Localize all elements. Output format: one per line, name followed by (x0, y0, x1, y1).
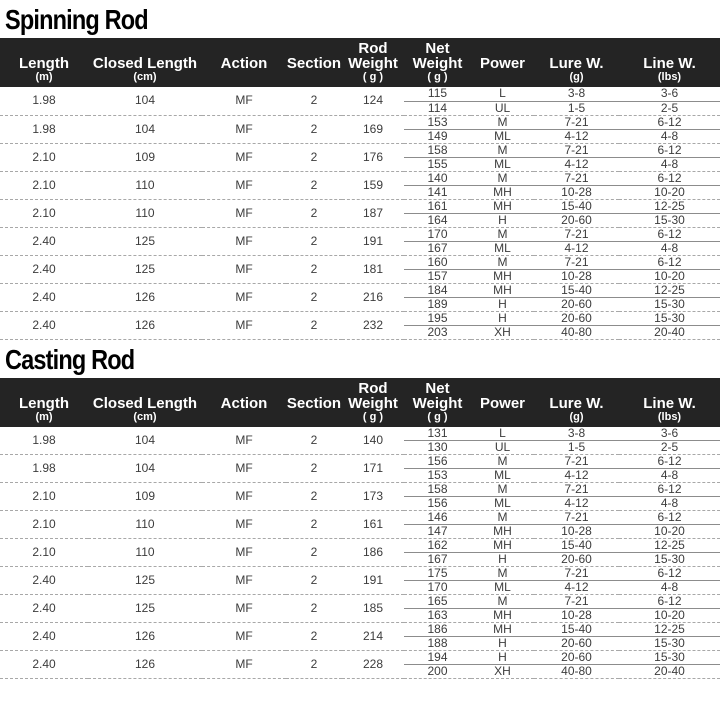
column-header-lure-w: Lure W. (g) (534, 38, 619, 87)
column-header-lure-w: Lure W. (g) (534, 378, 619, 427)
casting-rod-section (0, 340, 720, 680)
cell-power: MH (471, 269, 534, 283)
cell-power: MH (471, 623, 534, 637)
cell-rod-weight: 173 (342, 483, 404, 511)
cell-line-w: 2-5 (619, 441, 720, 455)
cell-net-weight: 157 (404, 269, 471, 283)
cell-net-weight: 160 (404, 255, 471, 269)
cell-lure-w: 1-5 (534, 101, 619, 115)
cell-length: 1.98 (0, 455, 88, 483)
cell-net-weight: 189 (404, 297, 471, 311)
cell-section: 2 (286, 511, 342, 539)
cell-lure-w: 10-28 (534, 609, 619, 623)
cell-line-w: 6-12 (619, 595, 720, 609)
cell-length: 2.40 (0, 227, 88, 255)
cell-rod-weight: 176 (342, 143, 404, 171)
cell-net-weight: 153 (404, 469, 471, 483)
cell-lure-w: 7-21 (534, 143, 619, 157)
cell-action: MF (202, 283, 286, 311)
cell-rod-weight: 124 (342, 87, 404, 115)
cell-line-w: 4-8 (619, 157, 720, 171)
cell-line-w: 6-12 (619, 143, 720, 157)
cell-net-weight: 167 (404, 553, 471, 567)
cell-net-weight: 167 (404, 241, 471, 255)
cell-power: M (471, 567, 534, 581)
cell-action: MF (202, 455, 286, 483)
cell-rod-weight: 191 (342, 567, 404, 595)
cell-line-w: 4-8 (619, 129, 720, 143)
cell-action: MF (202, 539, 286, 567)
cell-action: MF (202, 143, 286, 171)
cell-net-weight: 155 (404, 157, 471, 171)
cell-closed-length: 110 (88, 199, 202, 227)
cell-line-w: 10-20 (619, 185, 720, 199)
table-row (0, 539, 720, 553)
cell-lure-w: 4-12 (534, 581, 619, 595)
cell-net-weight: 153 (404, 115, 471, 129)
cell-net-weight: 156 (404, 455, 471, 469)
cell-net-weight: 115 (404, 87, 471, 101)
cell-length: 2.40 (0, 567, 88, 595)
cell-length: 2.10 (0, 483, 88, 511)
column-header-length: Length (m) (0, 378, 88, 427)
cell-lure-w: 20-60 (534, 297, 619, 311)
cell-line-w: 6-12 (619, 255, 720, 269)
cell-action: MF (202, 595, 286, 623)
cell-net-weight: 195 (404, 311, 471, 325)
cell-lure-w: 7-21 (534, 483, 619, 497)
cell-line-w: 6-12 (619, 483, 720, 497)
cell-closed-length: 104 (88, 87, 202, 115)
cell-power: UL (471, 441, 534, 455)
cell-lure-w: 4-12 (534, 157, 619, 171)
cell-line-w: 10-20 (619, 525, 720, 539)
cell-rod-weight: 228 (342, 651, 404, 679)
spinning-rod-section (0, 0, 720, 340)
cell-lure-w: 20-60 (534, 651, 619, 665)
cell-section: 2 (286, 171, 342, 199)
cell-line-w: 6-12 (619, 511, 720, 525)
cell-lure-w: 10-28 (534, 525, 619, 539)
cell-lure-w: 20-60 (534, 311, 619, 325)
cell-line-w: 12-25 (619, 539, 720, 553)
cell-closed-length: 125 (88, 255, 202, 283)
cell-lure-w: 7-21 (534, 567, 619, 581)
table-row (0, 651, 720, 665)
cell-closed-length: 110 (88, 539, 202, 567)
cell-net-weight: 131 (404, 427, 471, 441)
cell-lure-w: 3-8 (534, 87, 619, 101)
cell-power: H (471, 297, 534, 311)
cell-section: 2 (286, 651, 342, 679)
table-row (0, 227, 720, 241)
cell-closed-length: 126 (88, 311, 202, 339)
cell-line-w: 10-20 (619, 609, 720, 623)
column-header-closed-length: Closed Length (cm) (88, 378, 202, 427)
cell-length: 2.40 (0, 255, 88, 283)
cell-length: 2.40 (0, 595, 88, 623)
table-row (0, 427, 720, 441)
cell-power: M (471, 115, 534, 129)
column-header-line-w: Line W. (lbs) (619, 38, 720, 87)
cell-rod-weight: 161 (342, 511, 404, 539)
table-row (0, 255, 720, 269)
cell-length: 2.40 (0, 283, 88, 311)
cell-length: 2.10 (0, 171, 88, 199)
cell-lure-w: 15-40 (534, 539, 619, 553)
cell-line-w: 15-30 (619, 311, 720, 325)
cell-power: MH (471, 525, 534, 539)
cell-rod-weight: 140 (342, 427, 404, 455)
cell-lure-w: 4-12 (534, 129, 619, 143)
cell-lure-w: 20-60 (534, 637, 619, 651)
cell-action: MF (202, 511, 286, 539)
cell-net-weight: 164 (404, 213, 471, 227)
cell-section: 2 (286, 567, 342, 595)
cell-action: MF (202, 623, 286, 651)
cell-power: UL (471, 101, 534, 115)
cell-closed-length: 109 (88, 143, 202, 171)
cell-lure-w: 15-40 (534, 623, 619, 637)
cell-power: M (471, 595, 534, 609)
cell-section: 2 (286, 311, 342, 339)
casting-rod-title: Casting Rod (5, 343, 135, 375)
cell-lure-w: 40-80 (534, 325, 619, 339)
cell-net-weight: 184 (404, 283, 471, 297)
cell-line-w: 2-5 (619, 101, 720, 115)
cell-action: MF (202, 115, 286, 143)
column-header-power: Power (471, 38, 534, 87)
cell-lure-w: 7-21 (534, 455, 619, 469)
cell-rod-weight: 159 (342, 171, 404, 199)
cell-net-weight: 200 (404, 665, 471, 679)
cell-power: MH (471, 609, 534, 623)
table-row (0, 115, 720, 129)
cell-power: L (471, 87, 534, 101)
cell-net-weight: 175 (404, 567, 471, 581)
cell-power: ML (471, 129, 534, 143)
cell-length: 2.10 (0, 199, 88, 227)
cell-action: MF (202, 567, 286, 595)
cell-power: H (471, 637, 534, 651)
cell-power: MH (471, 539, 534, 553)
cell-closed-length: 104 (88, 427, 202, 455)
cell-action: MF (202, 171, 286, 199)
cell-rod-weight: 186 (342, 539, 404, 567)
cell-section: 2 (286, 199, 342, 227)
cell-action: MF (202, 199, 286, 227)
table-row (0, 623, 720, 637)
column-header-line-w: Line W. (lbs) (619, 378, 720, 427)
table-row (0, 171, 720, 185)
cell-lure-w: 7-21 (534, 227, 619, 241)
cell-closed-length: 104 (88, 455, 202, 483)
cell-section: 2 (286, 483, 342, 511)
cell-net-weight: 130 (404, 441, 471, 455)
cell-action: MF (202, 483, 286, 511)
table-row (0, 567, 720, 581)
table-row (0, 87, 720, 101)
cell-line-w: 12-25 (619, 623, 720, 637)
cell-power: ML (471, 469, 534, 483)
header-row (0, 378, 720, 427)
cell-lure-w: 4-12 (534, 497, 619, 511)
cell-rod-weight: 214 (342, 623, 404, 651)
cell-line-w: 4-8 (619, 581, 720, 595)
cell-lure-w: 7-21 (534, 171, 619, 185)
table-row (0, 311, 720, 325)
table-row (0, 483, 720, 497)
cell-line-w: 4-8 (619, 469, 720, 483)
cell-power: M (471, 255, 534, 269)
cell-lure-w: 15-40 (534, 199, 619, 213)
spinning-rod-table (0, 38, 720, 340)
column-header-rod-weight: Rod Weight ( g ) (342, 38, 404, 87)
cell-net-weight: 186 (404, 623, 471, 637)
cell-length: 2.10 (0, 539, 88, 567)
cell-power: M (471, 143, 534, 157)
cell-line-w: 6-12 (619, 171, 720, 185)
cell-net-weight: 188 (404, 637, 471, 651)
cell-closed-length: 126 (88, 623, 202, 651)
cell-power: L (471, 427, 534, 441)
cell-power: M (471, 227, 534, 241)
cell-rod-weight: 232 (342, 311, 404, 339)
cell-closed-length: 126 (88, 651, 202, 679)
cell-lure-w: 7-21 (534, 511, 619, 525)
column-header-rod-weight: Rod Weight ( g ) (342, 378, 404, 427)
cell-line-w: 4-8 (619, 497, 720, 511)
cell-net-weight: 158 (404, 143, 471, 157)
cell-action: MF (202, 87, 286, 115)
cell-rod-weight: 191 (342, 227, 404, 255)
cell-line-w: 4-8 (619, 241, 720, 255)
column-header-closed-length: Closed Length (cm) (88, 38, 202, 87)
column-header-net-weight: Net Weight ( g ) (404, 38, 471, 87)
cell-power: MH (471, 185, 534, 199)
cell-power: M (471, 171, 534, 185)
cell-lure-w: 10-28 (534, 185, 619, 199)
cell-section: 2 (286, 227, 342, 255)
cell-net-weight: 170 (404, 227, 471, 241)
cell-closed-length: 109 (88, 483, 202, 511)
cell-line-w: 15-30 (619, 637, 720, 651)
cell-power: H (471, 311, 534, 325)
cell-lure-w: 7-21 (534, 255, 619, 269)
cell-line-w: 20-40 (619, 665, 720, 679)
table-row (0, 143, 720, 157)
table-row (0, 455, 720, 469)
cell-net-weight: 163 (404, 609, 471, 623)
cell-net-weight: 149 (404, 129, 471, 143)
cell-rod-weight: 185 (342, 595, 404, 623)
column-header-action: Action (202, 378, 286, 427)
cell-line-w: 12-25 (619, 199, 720, 213)
cell-closed-length: 125 (88, 567, 202, 595)
cell-section: 2 (286, 255, 342, 283)
cell-length: 2.40 (0, 651, 88, 679)
cell-action: MF (202, 255, 286, 283)
cell-section: 2 (286, 143, 342, 171)
cell-power: H (471, 213, 534, 227)
cell-power: MH (471, 199, 534, 213)
cell-length: 1.98 (0, 427, 88, 455)
cell-length: 2.10 (0, 511, 88, 539)
table-row (0, 283, 720, 297)
cell-power: M (471, 455, 534, 469)
casting-rod-table (0, 378, 720, 680)
cell-lure-w: 10-28 (534, 269, 619, 283)
header-row (0, 38, 720, 87)
cell-power: M (471, 511, 534, 525)
cell-lure-w: 7-21 (534, 595, 619, 609)
column-header-power: Power (471, 378, 534, 427)
cell-closed-length: 125 (88, 595, 202, 623)
cell-closed-length: 126 (88, 283, 202, 311)
cell-net-weight: 158 (404, 483, 471, 497)
cell-power: ML (471, 241, 534, 255)
table-row (0, 595, 720, 609)
cell-line-w: 6-12 (619, 115, 720, 129)
cell-closed-length: 110 (88, 171, 202, 199)
column-header-section: Section (286, 38, 342, 87)
cell-action: MF (202, 427, 286, 455)
column-header-net-weight: Net Weight ( g ) (404, 378, 471, 427)
cell-length: 2.40 (0, 311, 88, 339)
cell-net-weight: 203 (404, 325, 471, 339)
cell-power: MH (471, 283, 534, 297)
cell-rod-weight: 171 (342, 455, 404, 483)
cell-length: 1.98 (0, 87, 88, 115)
cell-power: ML (471, 581, 534, 595)
cell-net-weight: 165 (404, 595, 471, 609)
cell-net-weight: 170 (404, 581, 471, 595)
cell-closed-length: 104 (88, 115, 202, 143)
cell-section: 2 (286, 87, 342, 115)
cell-net-weight: 161 (404, 199, 471, 213)
cell-power: M (471, 483, 534, 497)
cell-line-w: 6-12 (619, 455, 720, 469)
cell-section: 2 (286, 115, 342, 143)
cell-action: MF (202, 311, 286, 339)
cell-power: ML (471, 157, 534, 171)
cell-section: 2 (286, 427, 342, 455)
cell-line-w: 3-6 (619, 87, 720, 101)
cell-rod-weight: 169 (342, 115, 404, 143)
cell-net-weight: 147 (404, 525, 471, 539)
cell-length: 1.98 (0, 115, 88, 143)
cell-section: 2 (286, 455, 342, 483)
cell-power: H (471, 651, 534, 665)
cell-net-weight: 162 (404, 539, 471, 553)
cell-net-weight: 194 (404, 651, 471, 665)
cell-line-w: 3-6 (619, 427, 720, 441)
cell-rod-weight: 181 (342, 255, 404, 283)
column-header-action: Action (202, 38, 286, 87)
cell-lure-w: 7-21 (534, 115, 619, 129)
cell-rod-weight: 187 (342, 199, 404, 227)
table-row (0, 511, 720, 525)
cell-line-w: 6-12 (619, 227, 720, 241)
cell-line-w: 12-25 (619, 283, 720, 297)
cell-power: XH (471, 325, 534, 339)
cell-line-w: 15-30 (619, 651, 720, 665)
cell-power: H (471, 553, 534, 567)
cell-lure-w: 40-80 (534, 665, 619, 679)
cell-section: 2 (286, 539, 342, 567)
cell-line-w: 20-40 (619, 325, 720, 339)
cell-rod-weight: 216 (342, 283, 404, 311)
cell-net-weight: 141 (404, 185, 471, 199)
cell-section: 2 (286, 283, 342, 311)
cell-net-weight: 114 (404, 101, 471, 115)
cell-net-weight: 146 (404, 511, 471, 525)
spinning-rod-title: Spinning Rod (5, 4, 148, 35)
cell-power: ML (471, 497, 534, 511)
cell-line-w: 15-30 (619, 213, 720, 227)
cell-action: MF (202, 227, 286, 255)
cell-lure-w: 3-8 (534, 427, 619, 441)
cell-closed-length: 110 (88, 511, 202, 539)
cell-length: 2.10 (0, 143, 88, 171)
cell-net-weight: 156 (404, 497, 471, 511)
cell-length: 2.40 (0, 623, 88, 651)
cell-line-w: 15-30 (619, 297, 720, 311)
cell-line-w: 6-12 (619, 567, 720, 581)
table-row (0, 199, 720, 213)
column-header-section: Section (286, 378, 342, 427)
cell-lure-w: 20-60 (534, 553, 619, 567)
cell-action: MF (202, 651, 286, 679)
cell-line-w: 15-30 (619, 553, 720, 567)
cell-lure-w: 4-12 (534, 241, 619, 255)
cell-section: 2 (286, 623, 342, 651)
cell-lure-w: 20-60 (534, 213, 619, 227)
cell-lure-w: 4-12 (534, 469, 619, 483)
cell-lure-w: 15-40 (534, 283, 619, 297)
cell-line-w: 10-20 (619, 269, 720, 283)
cell-section: 2 (286, 595, 342, 623)
cell-closed-length: 125 (88, 227, 202, 255)
cell-lure-w: 1-5 (534, 441, 619, 455)
column-header-length: Length (m) (0, 38, 88, 87)
cell-net-weight: 140 (404, 171, 471, 185)
cell-power: XH (471, 665, 534, 679)
